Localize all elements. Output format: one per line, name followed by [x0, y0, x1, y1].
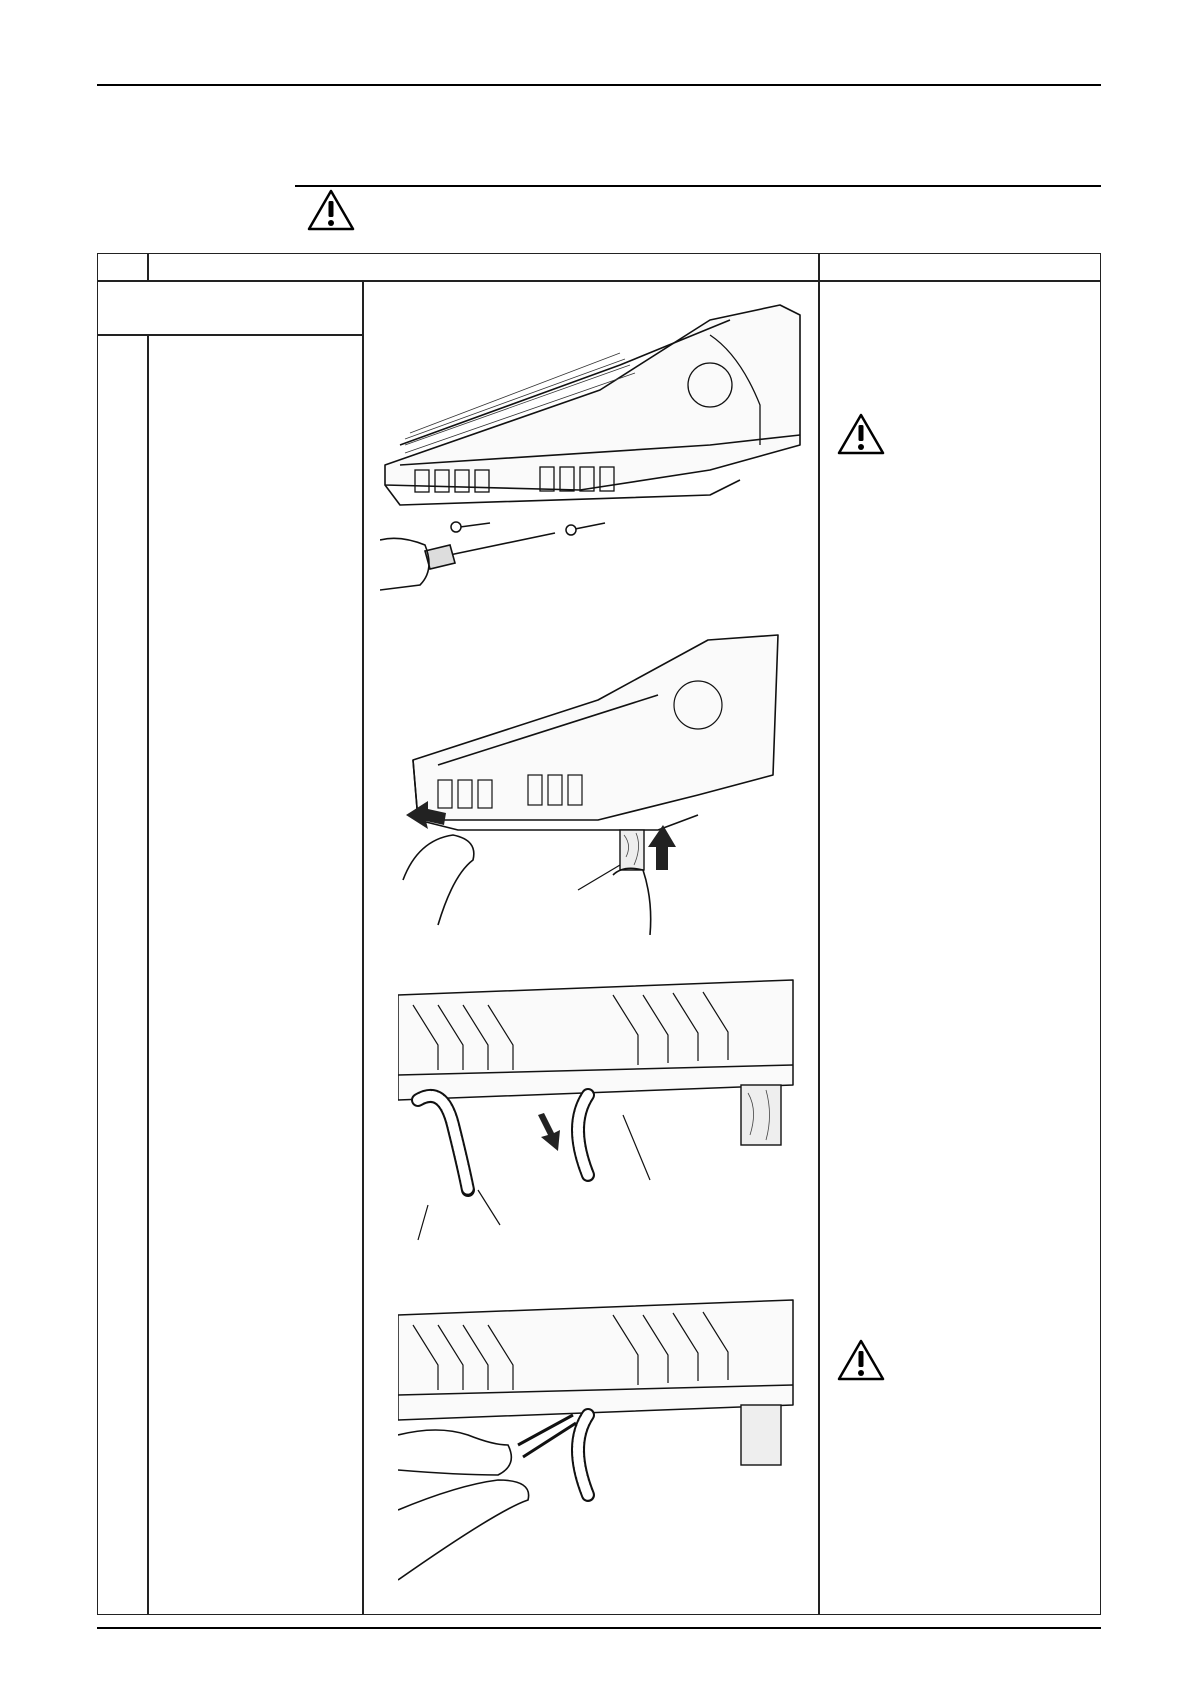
- col-divider-figure: [362, 280, 364, 1615]
- col-divider-main: [818, 253, 820, 1615]
- top-rule: [97, 84, 1101, 86]
- caution-rule: [295, 185, 1101, 187]
- warning-triangle-icon: [306, 188, 356, 232]
- table-header-divider: [97, 280, 1101, 282]
- bottom-rule: [97, 1627, 1101, 1629]
- figure-lifting-unit: [398, 625, 798, 935]
- figure-unit-screwdriver: [380, 295, 810, 595]
- header-col-divider-1: [147, 253, 149, 281]
- warning-triangle-icon: [836, 412, 886, 456]
- step-title-divider: [97, 334, 363, 336]
- figure-cutting-hose: [398, 1295, 798, 1595]
- step-number-divider: [147, 334, 149, 1615]
- warning-triangle-icon: [836, 1338, 886, 1382]
- figure-drain-hose: [398, 975, 798, 1255]
